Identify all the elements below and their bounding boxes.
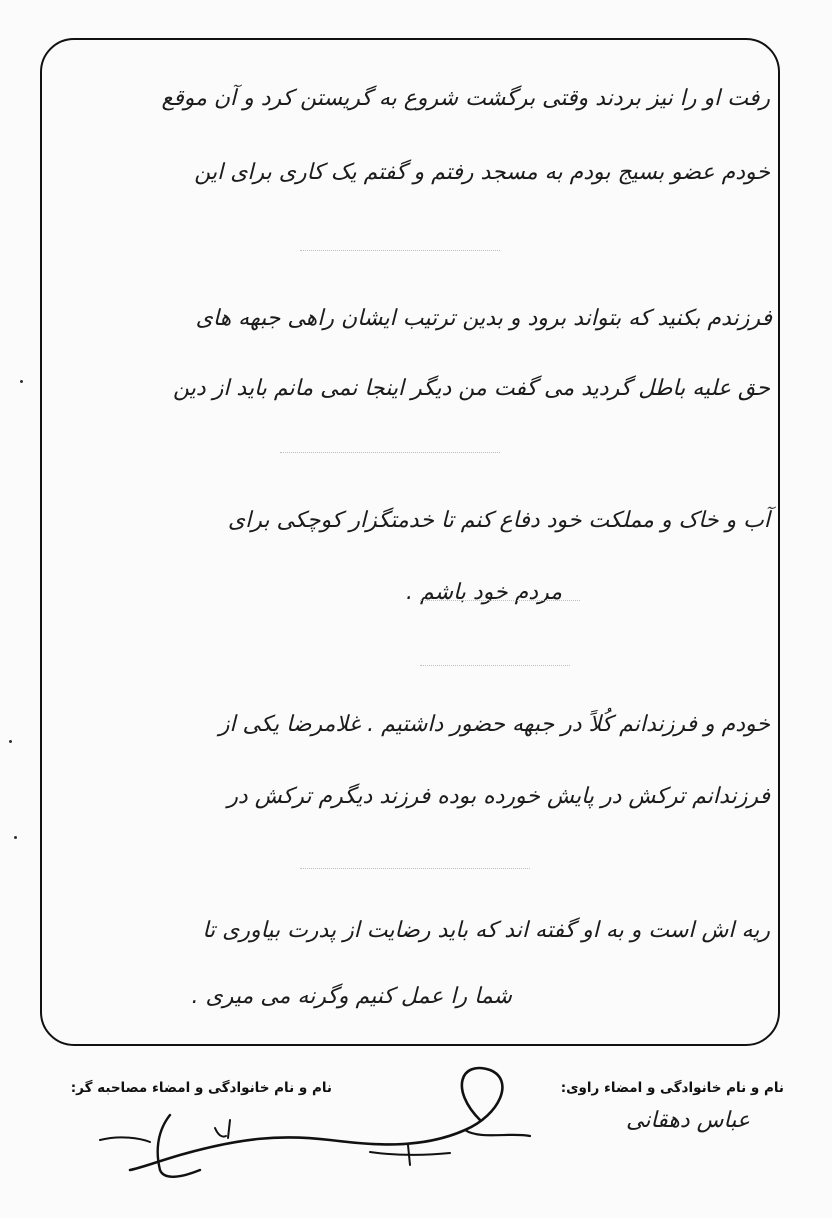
dotted-rule <box>280 452 500 453</box>
text-line-2: خودم عضو بسیج بودم به مسجد رفتم و گفتم یک کاری برای این <box>194 160 770 185</box>
text-line-7: خودم و فرزندانم کُلاً در جبهه حضور داشتیم . غلامرضا یکی از <box>218 712 770 737</box>
text-line-1: رفت او را نیز بردند وقتی برگشت شروع به گریستن کرد و آن موقع <box>161 86 770 111</box>
margin-mark <box>20 380 23 383</box>
interviewer-signature <box>40 1100 260 1190</box>
narrator-name: عباس دهقانی <box>625 1108 750 1133</box>
margin-mark <box>9 740 12 743</box>
narrator-label: نام و نام خانوادگی و امضاء راوی: <box>560 1080 784 1096</box>
text-line-5: آب و خاک و مملکت خود دفاع کنم تا خدمتگزار کوچکی برای <box>227 508 770 533</box>
page-border <box>40 38 780 1046</box>
text-line-6: مردم خود باشم . <box>406 580 562 605</box>
dotted-rule <box>420 600 580 601</box>
margin-mark <box>14 836 17 839</box>
interviewer-label: نام و نام خانوادگی و امضاء مصاحبه گر: <box>70 1080 332 1096</box>
dotted-rule <box>300 868 530 869</box>
text-line-4: حق علیه باطل گردید می گفت من دیگر اینجا نمی مانم باید از دین <box>173 376 770 401</box>
text-line-8: فرزندانم ترکش در پایش خورده بوده فرزند دیگرم ترکش در <box>227 784 770 809</box>
text-line-9: ریه اش است و به او گفته اند که باید رضایت از پدرت بیاوری تا <box>202 918 770 943</box>
text-line-3: فرزندم بکنید که بتواند برود و بدین ترتیب ایشان راهی جبهه های <box>195 306 772 331</box>
dotted-rule <box>420 665 570 666</box>
text-line-10: شما را عمل کنیم وگرنه می میری . <box>191 984 512 1009</box>
dotted-rule <box>300 250 500 251</box>
